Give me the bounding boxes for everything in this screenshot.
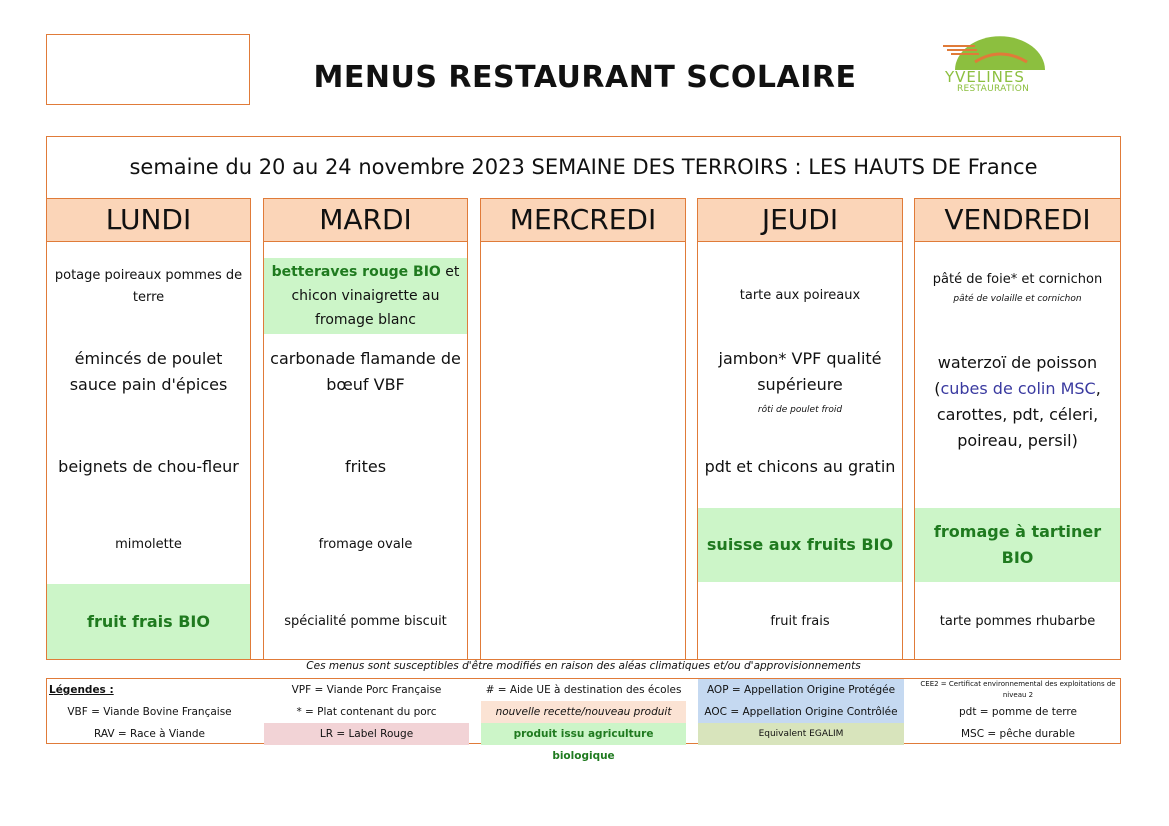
main-jeudi xyxy=(698,332,902,432)
starter-vendredi xyxy=(915,258,1120,318)
disclaimer-note: Ces menus sont susceptibles d'être modifiés en raison des aléas climatiques et/ou d'approvisionnements xyxy=(306,660,861,672)
day-column-mardi xyxy=(263,198,468,659)
day-header-lundi: LUNDI xyxy=(47,198,250,242)
side-lundi: beignets de chou-fleur xyxy=(58,457,239,476)
legend-porc: * = Plat contenant du porc xyxy=(296,706,437,718)
logo xyxy=(935,28,1053,96)
legend-box xyxy=(46,678,1121,762)
day-header-mardi: MARDI xyxy=(264,198,467,242)
dairy-mardi: fromage ovale xyxy=(318,537,413,552)
main-lundi: émincés de poulet sauce pain d'épices xyxy=(69,349,228,394)
starter-mardi-bio: betteraves rouge BIO xyxy=(271,264,441,280)
starter-mardi-rest: et chicon vinaigrette au fromage blanc xyxy=(291,264,460,328)
day-column-jeudi xyxy=(697,198,903,659)
main-vendredi-paren: ( xyxy=(934,379,941,398)
starter-jeudi: tarte aux poireaux xyxy=(739,288,861,303)
legend-rav: RAV = Race à Viande xyxy=(94,728,205,740)
legend-aop: AOP = Appellation Origine Protégée xyxy=(698,679,904,701)
dessert-jeudi: fruit frais xyxy=(770,613,830,629)
legend-bio: produit issu agriculture biologique xyxy=(481,723,686,745)
legend-msc: MSC = pêche durable xyxy=(961,728,1075,740)
legend-vpf: VPF = Viande Porc Française xyxy=(291,684,442,696)
dessert-mardi: spécialité pomme biscuit xyxy=(284,613,447,629)
day-column-lundi xyxy=(46,198,251,659)
top-left-frame xyxy=(46,34,250,105)
legend-egalim: Equivalent EGALIM xyxy=(698,723,904,745)
side-jeudi: pdt et chicons au gratin xyxy=(704,457,896,476)
dessert-vendredi: tarte pommes rhubarbe xyxy=(939,613,1096,629)
legend-title: Légendes : xyxy=(49,684,114,696)
dairy-vendredi: fromage à tartiner BIO xyxy=(915,508,1120,582)
day-header-jeudi: JEUDI xyxy=(698,198,902,242)
main-mardi: carbonade flamande de bœuf VBF xyxy=(270,349,461,394)
side-mardi: frites xyxy=(344,457,387,476)
day-column-vendredi xyxy=(914,198,1121,659)
legend-aide-ue: # = Aide UE à destination des écoles xyxy=(485,684,682,696)
day-column-mercredi xyxy=(480,198,686,659)
week-title: semaine du 20 au 24 novembre 2023 SEMAINE DES TERROIRS : LES HAUTS DE France xyxy=(129,155,1038,179)
legend-nouvelle-recette: nouvelle recette/nouveau produit xyxy=(481,701,686,723)
starter-lundi: potage poireaux pommes de terre xyxy=(54,268,243,305)
legend-aoc: AOC = Appellation Origine Contrôlée xyxy=(698,701,904,723)
legend-vbf: VBF = Viande Bovine Française xyxy=(67,706,232,718)
logo-text-restauration: RESTAURATION xyxy=(957,84,1030,94)
starter-mardi xyxy=(264,258,467,334)
starter-vendredi-text: pâté de foie* et cornichon xyxy=(932,272,1103,287)
main-vendredi-rest: , carottes, pdt, céleri, poireau, persil) xyxy=(936,379,1101,450)
day-header-mercredi: MERCREDI xyxy=(481,198,685,242)
dairy-jeudi: suisse aux fruits BIO xyxy=(698,508,902,582)
main-jeudi-alt: rôti de poulet froid xyxy=(757,405,843,415)
main-vendredi-line1: waterzoï de poisson xyxy=(937,353,1098,372)
main-jeudi-text: jambon* VPF qualité supérieure xyxy=(718,349,882,394)
logo-text-yvelines: YVELINES xyxy=(945,68,1025,86)
day-header-vendredi: VENDREDI xyxy=(915,198,1120,242)
starter-vendredi-alt: pâté de volaille et cornichon xyxy=(953,294,1082,304)
legend-pdt: pdt = pomme de terre xyxy=(959,706,1077,718)
main-vendredi xyxy=(915,348,1120,458)
main-vendredi-msc: cubes de colin MSC xyxy=(940,379,1096,398)
legend-label-rouge: LR = Label Rouge xyxy=(264,723,469,745)
legend-cee2: CEE2 = Certificat environnemental des exploitations de niveau 2 xyxy=(920,680,1116,699)
page-title: MENUS RESTAURANT SCOLAIRE xyxy=(313,60,857,95)
dessert-lundi: fruit frais BIO xyxy=(47,584,250,659)
dairy-lundi: mimolette xyxy=(115,537,182,552)
